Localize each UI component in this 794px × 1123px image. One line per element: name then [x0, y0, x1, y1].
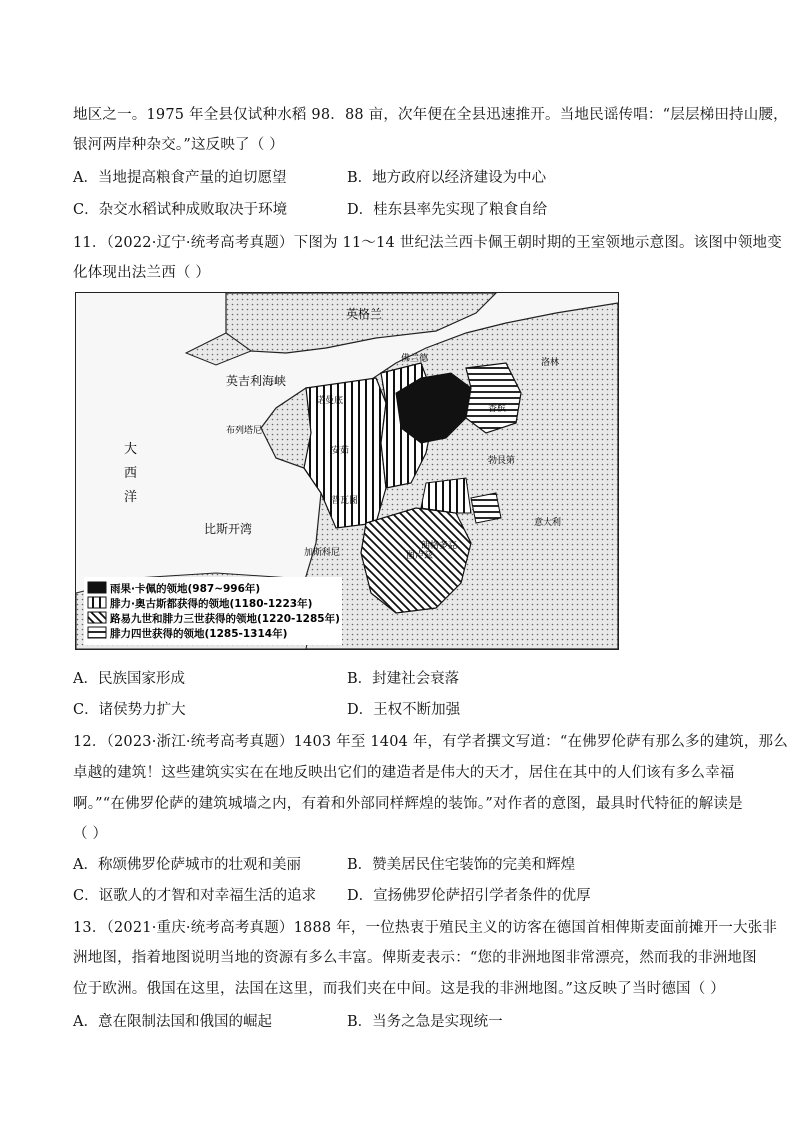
label-flanders: 佛兰德 — [401, 354, 429, 364]
q12-option-b[interactable]: B．赞美居民住宅装饰的完美和辉煌 — [347, 857, 576, 873]
label-atlantic-3: 洋 — [124, 490, 138, 505]
territory-philip-iv-lyon — [471, 493, 501, 523]
q11-option-b[interactable]: B．封建社会衰落 — [347, 671, 460, 687]
q11-stem-line-2: 化体现出法兰西（ ） — [73, 265, 211, 281]
label-atlantic-1: 大 — [124, 442, 138, 457]
q10-option-a[interactable]: A．当地提高粮食产量的迫切愿望 — [73, 170, 287, 186]
q10-option-d[interactable]: D．桂东县率先实现了粮食自给 — [347, 202, 548, 218]
label-italy: 意大利 — [534, 518, 562, 528]
q11-option-d[interactable]: D．王权不断加强 — [347, 702, 461, 718]
legend-swatch-louis-ix — [88, 612, 106, 623]
label-anjou: 安茹 — [331, 446, 350, 456]
label-lorraine: 洛林 — [541, 358, 560, 368]
label-toulouse: 图卢兹 — [406, 551, 434, 561]
label-burgundy: 勃艮第 — [488, 456, 516, 466]
q11-option-a[interactable]: A．民族国家形成 — [73, 671, 185, 687]
q12-option-a[interactable]: A．称颂佛罗伦萨城市的壮观和美丽 — [73, 857, 301, 873]
q10-stem-line-2: 银河两岸种杂交。”这反映了（ ） — [73, 137, 284, 153]
q12-stem-line-2: 卓越的建筑！这些建筑实实在在地反映出它们的建造者是伟大的天才，居住在其中的人们该有多么幸福 — [73, 765, 735, 781]
q12-stem-line-1: 12．（2023·浙江·统考高考真题）1403 年至 1404 年，有学者撰文写道：“在佛罗伦萨有那么多的建筑，那么 — [73, 734, 788, 750]
q12-stem-line-4: （ ） — [73, 826, 108, 842]
legend-label-philip-augustus: 腓力·奥古斯都获得的领地(1180-1223年) — [110, 598, 313, 610]
q11-option-c[interactable]: C．诸侯势力扩大 — [73, 702, 186, 718]
label-channel: 英吉利海峡 — [226, 374, 287, 388]
q10-option-c[interactable]: C．杂交水稻试种成败取决于环境 — [73, 202, 288, 218]
legend-label-louis-ix: 路易九世和腓力三世获得的领地(1220-1285年) — [110, 613, 340, 625]
q10-option-b[interactable]: B．地方政府以经济建设为中心 — [347, 170, 547, 186]
q13-option-a[interactable]: A．意在限制法国和俄国的崛起 — [73, 1014, 272, 1030]
label-normandy: 诺曼底 — [316, 396, 344, 406]
label-biscay: 比斯开湾 — [204, 522, 253, 536]
q11-stem-line-1: 11．（2022·辽宁·统考高考真题）下图为 11～14 世纪法兰西卡佩王朝时期的王室领地示意图。该图中领地变 — [73, 235, 782, 251]
label-gascony: 加斯科尼 — [304, 548, 341, 558]
q12-option-d[interactable]: D．宣扬佛罗伦萨招引学者条件的优厚 — [347, 888, 591, 904]
q10-stem-line-1: 地区之一。1975 年全县仅试种水稻 98．88 亩，次年便在全县迅速推开。当地民谣传唱：“层层梯田持山腰， — [73, 107, 788, 123]
q13-stem-line-1: 13．（2021·重庆·统考高考真题）1888 年，一位热衷于殖民主义的访客在德国首相俾斯麦面前摊开一大张非 — [73, 920, 778, 936]
territory-philip-augustus-south — [421, 478, 471, 513]
legend-swatch-hugh-capet — [88, 582, 106, 593]
q11-map-figure — [75, 292, 619, 650]
q12-stem-line-3: 啊。”“在佛罗伦萨的建筑城墙之内，有着和外部同样辉煌的装饰。”对作者的意图，最具时代特征的解读是 — [73, 796, 743, 812]
q13-option-b[interactable]: B．当务之急是实现统一 — [347, 1014, 503, 1030]
legend-label-hugh-capet: 雨果·卡佩的领地(987~996年) — [110, 583, 261, 595]
label-champagne: 香槟 — [488, 404, 507, 414]
label-languedoc: 朗格多克 — [421, 541, 458, 551]
legend-swatch-philip-augustus — [88, 597, 106, 608]
legend-swatch-philip-iv — [88, 627, 106, 638]
q13-stem-line-3: 位于欧洲。俄国在这里，法国在这里，而我们夹在中间。这是我的非洲地图。”这反映了当时德国（ ） — [73, 981, 725, 997]
map-svg — [76, 293, 618, 649]
label-poitou: 普瓦图 — [331, 496, 359, 506]
q13-stem-line-2: 洲地图，指着地图说明当地的资源有多么丰富。俾斯麦表示：“您的非洲地图非常漂亮，然而我的非洲地图 — [73, 950, 757, 966]
label-england: 英格兰 — [346, 307, 383, 321]
legend-label-philip-iv: 腓力四世获得的领地(1285-1314年) — [110, 628, 288, 640]
label-brittany: 布列塔尼 — [226, 426, 263, 436]
q12-option-c[interactable]: C．讴歌人的才智和对幸福生活的追求 — [73, 888, 317, 904]
label-atlantic-2: 西 — [124, 466, 138, 481]
